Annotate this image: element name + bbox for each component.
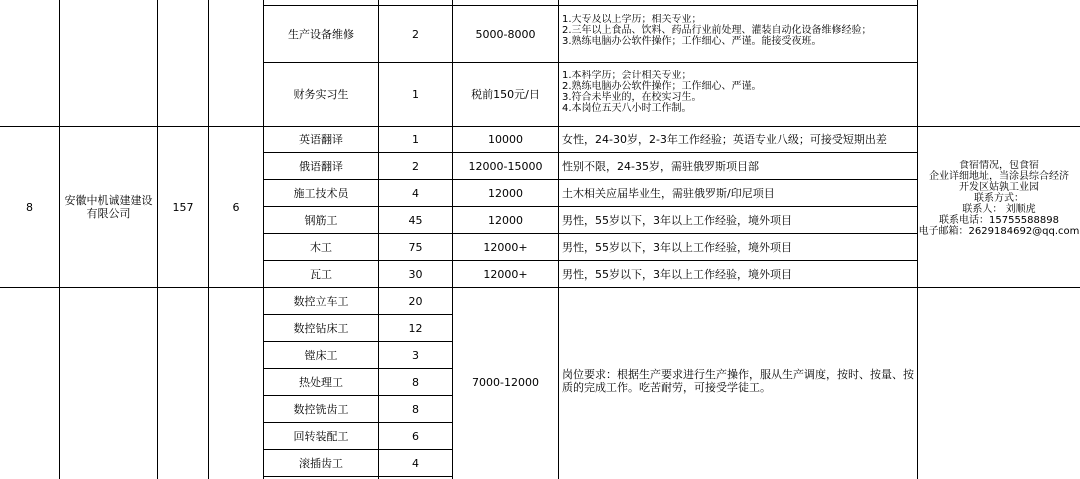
job-count: 2 [412, 27, 419, 41]
job-count: 4 [412, 186, 419, 200]
job-salary: 12000-15000 [468, 159, 543, 173]
job-requirements: 男性，55岁以下，3年以上工作经验，境外项目 [562, 267, 792, 281]
job-position: 镗床工 [304, 348, 338, 362]
job-requirements: 岗位要求：根据生产要求进行生产操作，服从生产调度，按时、按量、按 质的完成工作。吃苦耐劳，可接受学徒工。 [562, 368, 914, 394]
job-count: 12 [408, 321, 423, 335]
job-count: 20 [408, 294, 423, 308]
job-position: 瓦工 [310, 267, 332, 281]
job-count: 6 [412, 429, 419, 443]
job-requirements: 性别不限，24-35岁，需驻俄罗斯项目部 [562, 159, 759, 173]
job-salary: 税前150元/日 [471, 88, 540, 101]
grid-line [263, 476, 452, 477]
grid-line [59, 0, 60, 479]
job-count: 8 [412, 402, 419, 416]
grid-line [0, 287, 1080, 288]
job-position: 数控钻床工 [293, 321, 349, 335]
job-count: 3 [412, 348, 419, 362]
job-position: 英语翻译 [299, 133, 343, 146]
job-position: 回转装配工 [293, 429, 349, 443]
company-total-openings: 157 [172, 200, 194, 214]
job-position: 生产设备维修 [288, 27, 354, 41]
job-salary: 10000 [488, 133, 523, 146]
job-salary: 7000-12000 [472, 375, 539, 389]
job-count: 75 [408, 240, 423, 254]
company-position-count: 6 [232, 200, 240, 214]
job-position: 施工技术员 [293, 186, 349, 200]
job-position: 热处理工 [299, 375, 343, 389]
job-requirements: 男性，55岁以下，3年以上工作经验，境外项目 [562, 213, 792, 227]
job-position: 钢筋工 [304, 213, 338, 227]
company-name: 安徽中机诚建建设 有限公司 [64, 194, 153, 220]
job-position: 数控铣齿工 [293, 402, 349, 416]
job-count: 45 [408, 213, 423, 227]
job-requirements: 土木相关应届毕业生，需驻俄罗斯/印尼项目 [562, 186, 775, 200]
job-salary: 5000-8000 [475, 27, 536, 41]
job-position: 数控立车工 [293, 294, 349, 308]
job-salary: 12000 [488, 186, 523, 200]
job-position: 木工 [310, 240, 332, 254]
job-requirements: 男性，55岁以下，3年以上工作经验，境外项目 [562, 240, 792, 254]
job-count: 4 [412, 456, 419, 470]
job-count: 8 [412, 375, 419, 389]
job-salary: 12000+ [483, 240, 528, 254]
job-count: 30 [408, 267, 423, 281]
job-salary: 12000+ [483, 267, 528, 281]
job-count: 2 [412, 159, 419, 173]
job-position: 俄语翻译 [299, 159, 343, 173]
job-position: 财务实习生 [293, 88, 349, 101]
job-requirements: 1.大专及以上学历；相关专业； 2.三年以上食品、饮料、药品行业前处理、灌装自动化设备维修经验； 3.熟练电脑办公软件操作；工作细心、严谨。能接受夜班。 [562, 14, 872, 47]
company-index: 8 [26, 200, 33, 214]
job-count: 1 [412, 133, 419, 146]
company-contact-info: 食宿情况，包食宿 企业详细地址，当涂县综合经济 开发区姑孰工业园 联系方式： 联系人： 刘顺虎 联系电话：15755588898 电子邮箱：2629184692@qq.com [918, 160, 1080, 237]
job-count: 1 [412, 88, 419, 101]
job-requirements: 女性，24-30岁，2-3年工作经验；英语专业八级；可接受短期出差 [562, 133, 887, 146]
job-salary: 12000 [488, 213, 523, 227]
job-requirements: 1.本科学历；会计相关专业； 2.熟练电脑办公软件操作；工作细心、严谨。 3.符合未毕业的，在校实习生。 4.本岗位五天八小时工作制。 [562, 70, 762, 114]
job-position: 滚插齿工 [299, 456, 343, 470]
